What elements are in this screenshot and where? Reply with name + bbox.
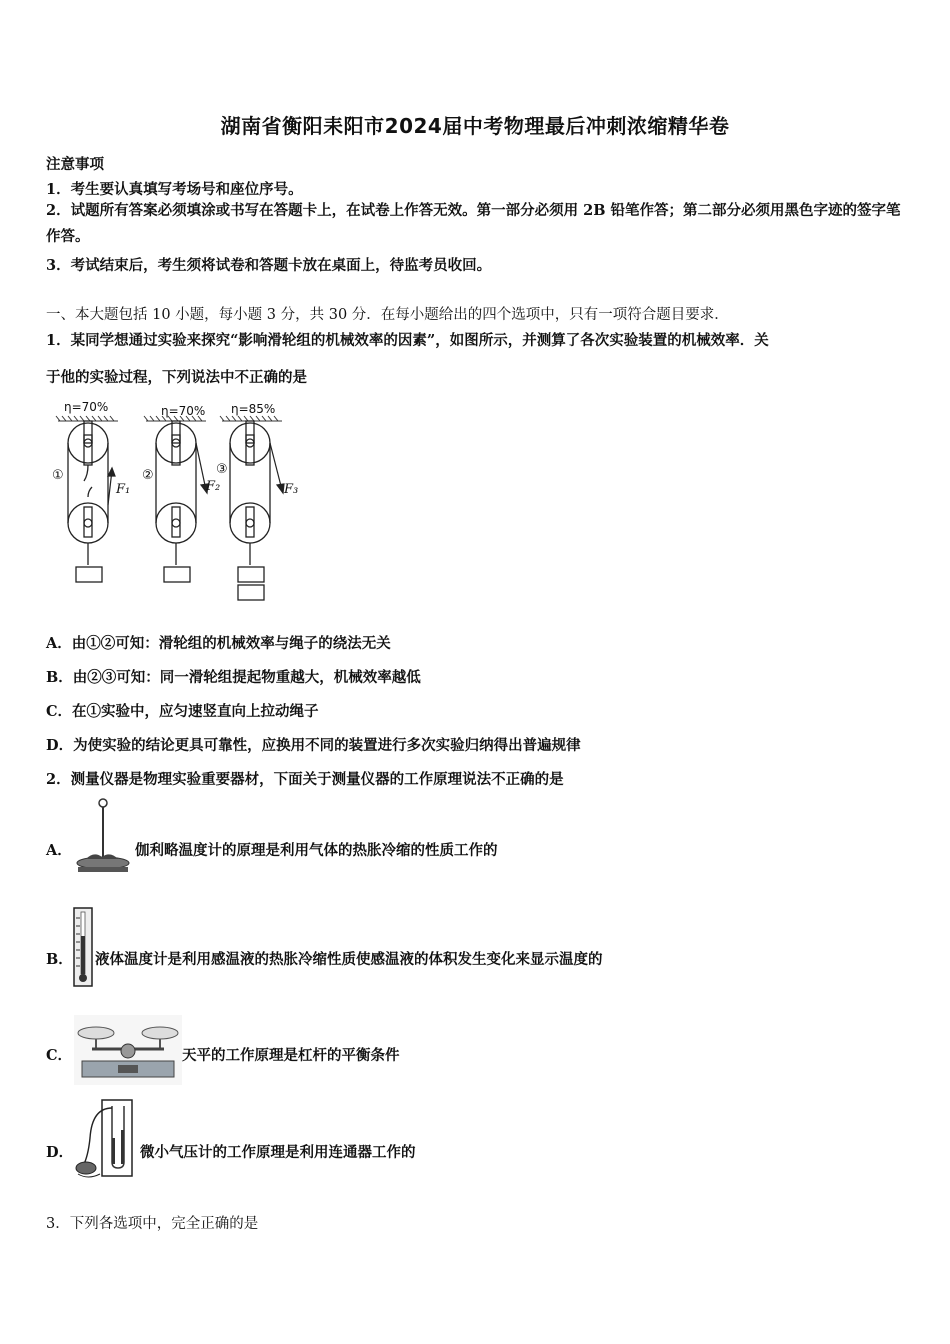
q1-option-c: C．在①实验中，应匀速竖直向上拉动绳子 xyxy=(46,703,319,720)
notice-item-1: 1．考生要认真填写考场号和座位序号。 xyxy=(46,181,303,198)
q2-option-d-label: D． xyxy=(46,1144,74,1161)
q1-stem-line2: 于他的实验过程，下列说法中不正确的是 xyxy=(46,369,307,386)
eff-label-1: η=70% xyxy=(64,400,109,414)
q3-stem: 3．下列各选项中，完全正确的是 xyxy=(46,1216,259,1232)
q2-option-a-label: A． xyxy=(46,842,72,859)
q1-option-b: B．由②③可知：同一滑轮组提起物重越大，机械效率越低 xyxy=(46,669,421,686)
eff-label-2: η=70% xyxy=(161,404,206,418)
notice-heading: 注意事项 xyxy=(46,156,104,173)
q1-stem-line1: 1．某同学想通过实验来探究“影响滑轮组的机械效率的因素”，如图所示，并测算了各次实验装置的机械效率．关 xyxy=(46,332,769,349)
notice-item-2: 2．试题所有答案必须填涂或书写在答题卡上，在试卷上作答无效。第一部分必须用 2B 铅笔作答；第二部分必须用黑色字迹的签字笔作答。 xyxy=(46,202,901,245)
notice-item-3: 3．考试结束后，考生须将试卷和答题卡放在桌面上，待监考员收回。 xyxy=(46,257,492,274)
force-label-1: F₁ xyxy=(116,482,131,497)
q2-option-b-label: B． xyxy=(46,951,73,968)
force-label-2: F₂ xyxy=(206,479,221,494)
q2-option-b-text: 液体温度计是利用感温液的热胀冷缩性质使感温液的体积发生变化来显示温度的 xyxy=(95,951,603,968)
section-intro: 一、本大题包括 10 小题，每小题 3 分，共 30 分．在每小题给出的四个选项中，只有一项符合题目要求． xyxy=(46,307,729,323)
setup-label-3: ③ xyxy=(216,462,228,477)
pulley-figure xyxy=(46,395,316,610)
q2-option-c-label: C． xyxy=(46,1047,73,1064)
q2-stem: 2．测量仪器是物理实验重要器材，下面关于测量仪器的工作原理说法不正确的是 xyxy=(46,771,564,788)
galileo-thermometer-image xyxy=(72,797,134,877)
setup-label-2: ② xyxy=(142,468,154,483)
eff-label-3: η=85% xyxy=(231,402,276,416)
setup-label-1: ① xyxy=(52,468,64,483)
balance-scale-image xyxy=(74,1015,182,1085)
q2-option-d-text: 微小气压计的工作原理是利用连通器工作的 xyxy=(140,1144,416,1161)
page-title: 湖南省衡阳耒阳市2024届中考物理最后冲刺浓缩精华卷 xyxy=(220,114,730,138)
q1-option-a: A．由①②可知：滑轮组的机械效率与绳子的绕法无关 xyxy=(46,635,391,652)
liquid-thermometer-image xyxy=(72,906,94,988)
q2-option-a-text: 伽利略温度计的原理是利用气体的热胀冷缩的性质工作的 xyxy=(135,842,498,859)
q2-option-c-text: 天平的工作原理是杠杆的平衡条件 xyxy=(182,1047,400,1064)
micro-pressure-gauge-image xyxy=(72,1098,138,1180)
force-label-3: F₃ xyxy=(284,482,299,497)
q1-option-d: D．为使实验的结论更具可靠性，应换用不同的装置进行多次实验归纳得出普遍规律 xyxy=(46,737,581,754)
